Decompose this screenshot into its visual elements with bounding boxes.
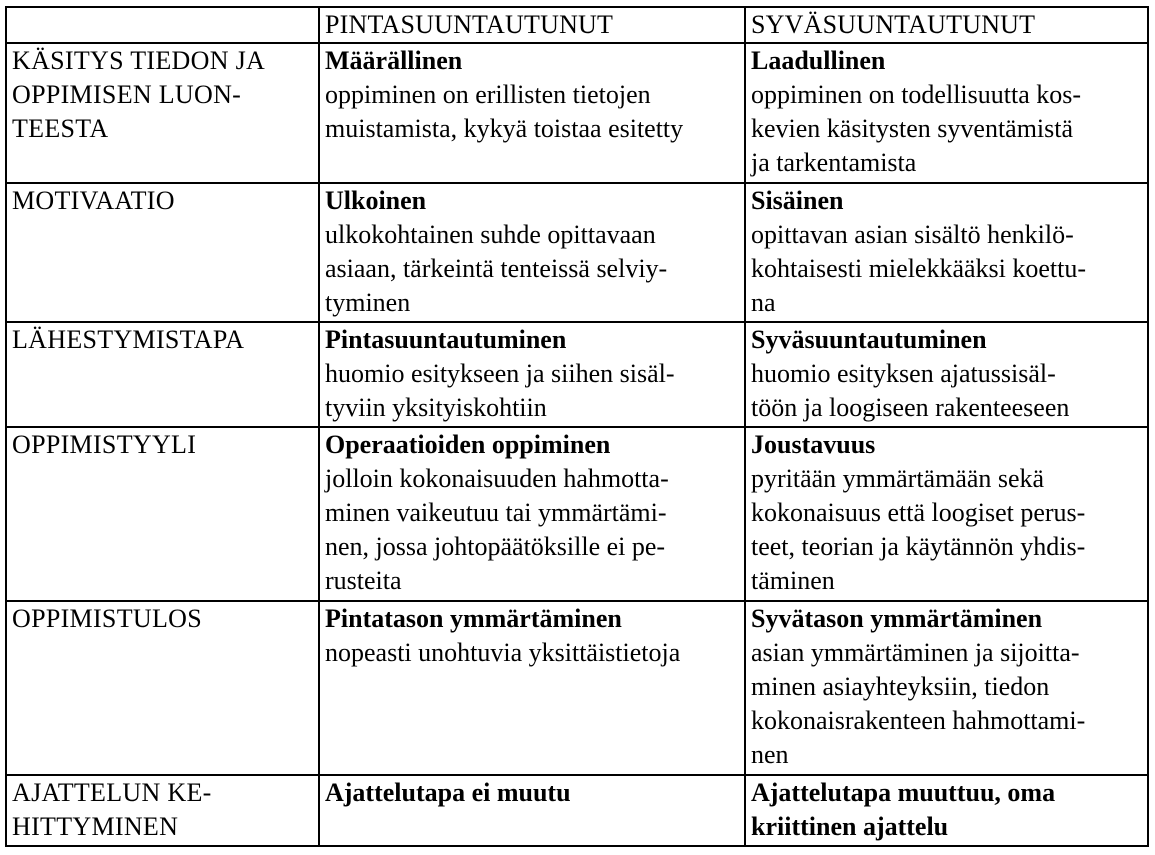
deep-title: Syväsuuntautuminen [751,325,987,354]
surface-desc-line: huomio esitykseen ja siihen sisäl- [325,359,675,388]
deep-cell [745,322,1148,427]
deep-desc-line: töön ja loogiseen rakenteeseen [751,393,1070,422]
row-label-line: KÄSITYS TIEDON JA [12,46,266,75]
surface-desc-line: oppiminen on erillisten tietojen [325,80,651,109]
deep-desc-line: minen asiayhteyksiin, tiedon [751,672,1050,701]
deep-desc-line: ja tarkentamista [751,148,917,177]
surface-desc-line: nopeasti unohtuvia yksittäistietoja [325,638,681,667]
comparison-table [5,6,1149,847]
deep-desc-line: teet, teorian ja käytännön yhdis- [751,532,1086,561]
surface-title: Ulkoinen [325,186,427,215]
deep-cell [745,183,1148,322]
table-row [6,427,1148,601]
surface-desc-line: rusteita [325,566,402,595]
deep-cell [745,775,1148,846]
deep-desc-line: kevien käsitysten syventämistä [751,114,1074,143]
table-row [6,43,1148,183]
deep-cell [745,43,1148,183]
deep-title: Joustavuus [751,430,876,459]
row-label-line: LÄHESTYMISTAPA [12,325,245,354]
row-label [6,427,319,601]
deep-desc-line: opittavan asian sisältö henkilö- [751,220,1074,249]
deep-cell [745,601,1148,775]
deep-desc-line: huomio esityksen ajatussisäl- [751,359,1056,388]
header-row [6,7,1148,43]
surface-title: Määrällinen [325,46,463,75]
row-label [6,183,319,322]
header-surface-oriented: PINTASUUNTAUTUNUT [319,7,745,43]
deep-title-line: kriittinen ajattelu [751,812,949,841]
surface-cell [319,427,745,601]
surface-desc-line: asiaan, tärkeintä tenteissä selviy- [325,254,668,283]
row-label-line: OPPIMISTULOS [12,604,202,633]
surface-cell [319,775,745,846]
surface-title: Ajattelutapa ei muutu [325,778,571,807]
deep-desc-line: asian ymmärtäminen ja sijoitta- [751,638,1080,667]
header-corner-cell [6,7,319,43]
surface-desc-line: nen, jossa johtopäätöksille ei pe- [325,532,666,561]
row-label-line: MOTIVAATIO [12,186,175,215]
deep-title: Laadullinen [751,46,886,75]
row-label-line: OPPIMISTYYLI [12,430,197,459]
surface-cell [319,322,745,427]
table-row [6,601,1148,775]
row-label [6,322,319,427]
surface-cell [319,43,745,183]
surface-title: Operaatioiden oppiminen [325,430,611,459]
table-row [6,775,1148,846]
deep-title: Syvätason ymmärtäminen [751,604,1043,633]
deep-title: Sisäinen [751,186,844,215]
surface-title: Pintasuuntautuminen [325,325,567,354]
deep-desc-line: kokonaisrakenteen hahmottami- [751,706,1086,735]
row-label-line: OPPIMISEN LUON- [12,80,242,109]
surface-desc-line: muistamista, kykyä toistaa esitetty [325,114,684,143]
table-row [6,322,1148,427]
deep-desc-line: na [751,288,776,317]
row-label [6,775,319,846]
deep-desc-line: kohtaisesti mielekkääksi koettu- [751,254,1087,283]
deep-desc-line: oppiminen on todellisuutta kos- [751,80,1082,109]
deep-desc-line: nen [751,740,789,769]
row-label-line: HITTYMINEN [12,812,179,841]
deep-title-line: Ajattelutapa muuttuu, oma [751,778,1056,807]
deep-desc-line: kokonaisuus että loogiset perus- [751,498,1086,527]
surface-title: Pintatason ymmärtäminen [325,604,622,633]
row-label-line: TEESTA [12,114,109,143]
deep-desc-line: pyritään ymmärtämään sekä [751,464,1045,493]
deep-desc-line: täminen [751,566,835,595]
row-label-line: AJATTELUN KE- [12,778,212,807]
surface-desc-line: tyviin yksityiskohtiin [325,393,547,422]
surface-cell [319,601,745,775]
deep-cell [745,427,1148,601]
row-label [6,601,319,775]
row-label [6,43,319,183]
header-deep-oriented: SYVÄSUUNTAUTUNUT [745,7,1148,43]
surface-desc-line: jolloin kokonaisuuden hahmotta- [325,464,669,493]
surface-cell [319,183,745,322]
table-row [6,183,1148,322]
surface-desc-line: minen vaikeutuu tai ymmärtämi- [325,498,667,527]
surface-desc-line: ulkokohtainen suhde opittavaan [325,220,656,249]
surface-desc-line: tyminen [325,288,411,317]
